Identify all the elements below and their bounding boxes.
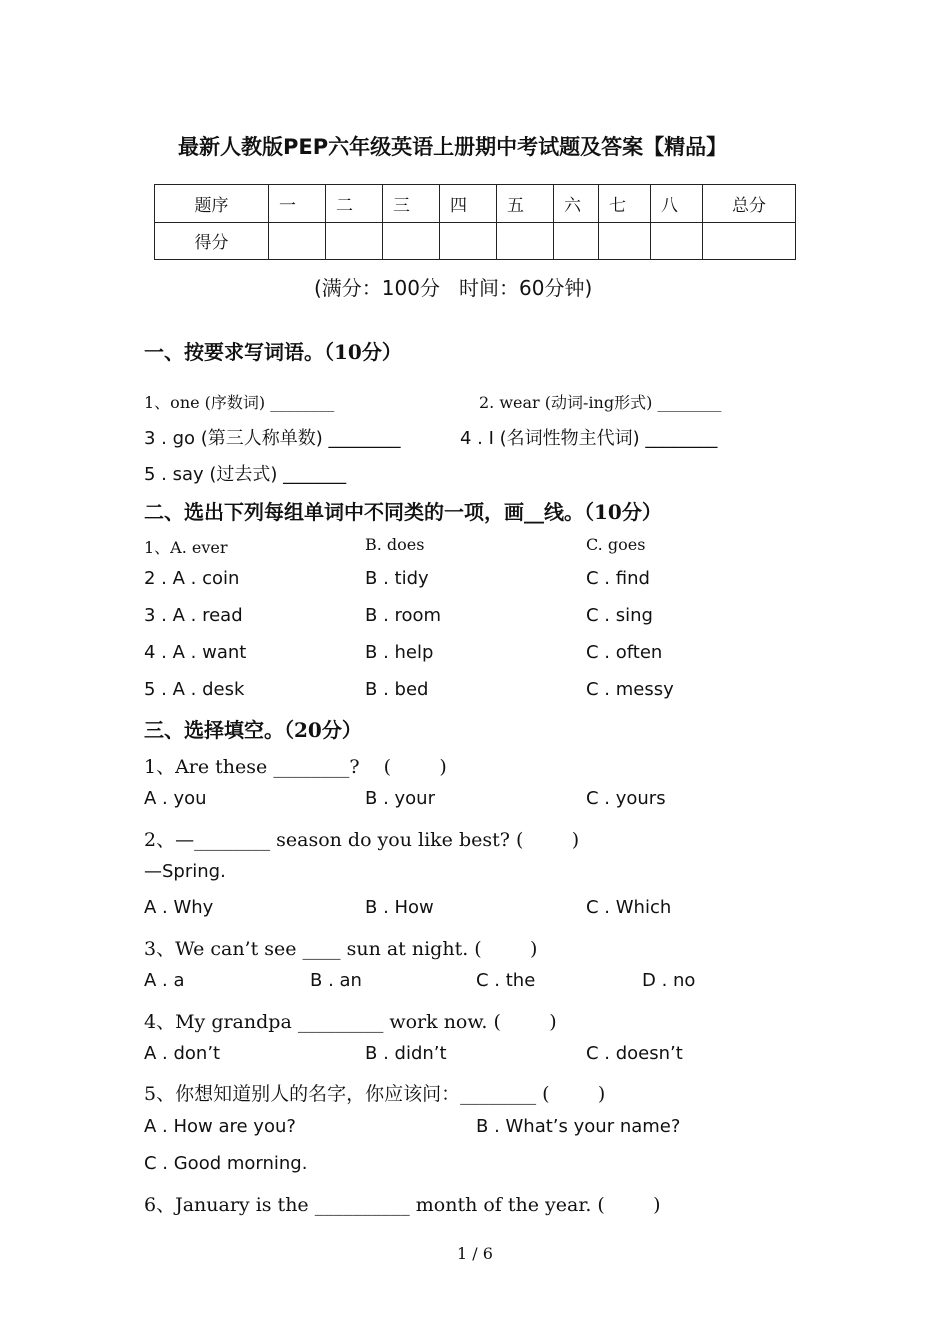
option-b: B . tidy [365, 568, 429, 589]
score-table-header-row [155, 185, 796, 223]
score-table [154, 184, 796, 260]
option-c: C . often [586, 642, 663, 663]
q4-option-a: A . don’t [144, 1043, 221, 1064]
option-b: B . room [365, 605, 442, 626]
q3-option-c: C . the [476, 970, 536, 991]
section1-heading: 一、按要求写词语。（10分） [144, 340, 402, 364]
score-cell[interactable] [651, 222, 703, 260]
section3-q6: 6、January is the __________ month of the year. ( ) [144, 1194, 661, 1216]
option-c: C . find [586, 568, 650, 589]
q5-option-c: C . Good morning. [144, 1153, 308, 1174]
section3-q2: 2、—________ season do you like best? ( ) [144, 829, 580, 851]
header-cell: 六 [554, 185, 599, 223]
score-cell[interactable] [703, 222, 796, 260]
section1-q2: 2. wear (动词-ing形式) ________ [479, 393, 722, 412]
section1-q5: 5 . say (过去式) _______ [144, 464, 347, 485]
option-b: B . bed [365, 679, 429, 700]
q3-option-b: B . an [310, 970, 362, 991]
score-cell[interactable] [440, 222, 497, 260]
section3-q1: 1、Are these ________? ( ) [144, 756, 447, 778]
score-cell[interactable] [326, 222, 383, 260]
header-cell: 二 [326, 185, 383, 223]
score-cell[interactable] [269, 222, 326, 260]
option-a: 3 . A . read [144, 605, 243, 626]
exam-meta: (满分：100分 时间：60分钟) [314, 276, 593, 300]
score-cell[interactable] [497, 222, 554, 260]
q2-option-a: A . Why [144, 897, 214, 918]
q2-option-b: B . How [365, 897, 434, 918]
option-c: C . sing [586, 605, 653, 626]
score-cell[interactable] [599, 222, 651, 260]
section1-q3: 3 . go (第三人称单数) ________ [144, 428, 401, 449]
option-a: 2 . A . coin [144, 568, 240, 589]
header-cell: 八 [651, 185, 703, 223]
option-b: B. does [365, 535, 425, 554]
q3-option-a: A . a [144, 970, 185, 991]
header-cell: 总分 [703, 185, 796, 223]
section3-q5: 5、你想知道别人的名字，你应该问：________ ( ) [144, 1083, 606, 1105]
option-c: C. goes [586, 535, 646, 554]
q1-option-a: A . you [144, 788, 207, 809]
header-cell: 四 [440, 185, 497, 223]
q1-option-b: B . your [365, 788, 435, 809]
option-a: 5 . A . desk [144, 679, 245, 700]
option-b: B . help [365, 642, 434, 663]
option-a: 4 . A . want [144, 642, 247, 663]
row-label-cell: 得分 [155, 222, 269, 260]
q4-option-c: C . doesn’t [586, 1043, 683, 1064]
section3-heading: 三、选择填空。（20分） [144, 718, 362, 742]
header-cell: 三 [383, 185, 440, 223]
section1-q4: 4 . I (名词性物主代词) ________ [460, 428, 718, 449]
header-cell: 一 [269, 185, 326, 223]
section2-heading: 二、选出下列每组单词中不同类的一项，画__线。（10分） [144, 500, 662, 524]
score-cell[interactable] [383, 222, 440, 260]
score-cell[interactable] [554, 222, 599, 260]
header-cell: 七 [599, 185, 651, 223]
q2-option-c: C . Which [586, 897, 672, 918]
q5-option-a: A . How are you? [144, 1116, 296, 1137]
q5-option-b: B . What’s your name? [476, 1116, 681, 1137]
q1-option-c: C . yours [586, 788, 666, 809]
header-cell: 题序 [155, 185, 269, 223]
q2-answer-line: —Spring. [144, 861, 226, 882]
score-table-score-row [155, 222, 796, 260]
q3-option-d: D . no [642, 970, 696, 991]
q4-option-b: B . didn’t [365, 1043, 447, 1064]
page-number: 1 / 6 [457, 1244, 493, 1263]
option-a: 1、A. ever [144, 538, 228, 557]
section3-q4: 4、My grandpa _________ work now. ( ) [144, 1011, 557, 1033]
section3-q3: 3、We can’t see ____ sun at night. ( ) [144, 938, 538, 960]
section1-q1: 1、one (序数词) ________ [144, 393, 335, 412]
page-title: 最新人教版PEP六年级英语上册期中考试题及答案【精品】 [178, 135, 728, 159]
header-cell: 五 [497, 185, 554, 223]
option-c: C . messy [586, 679, 674, 700]
